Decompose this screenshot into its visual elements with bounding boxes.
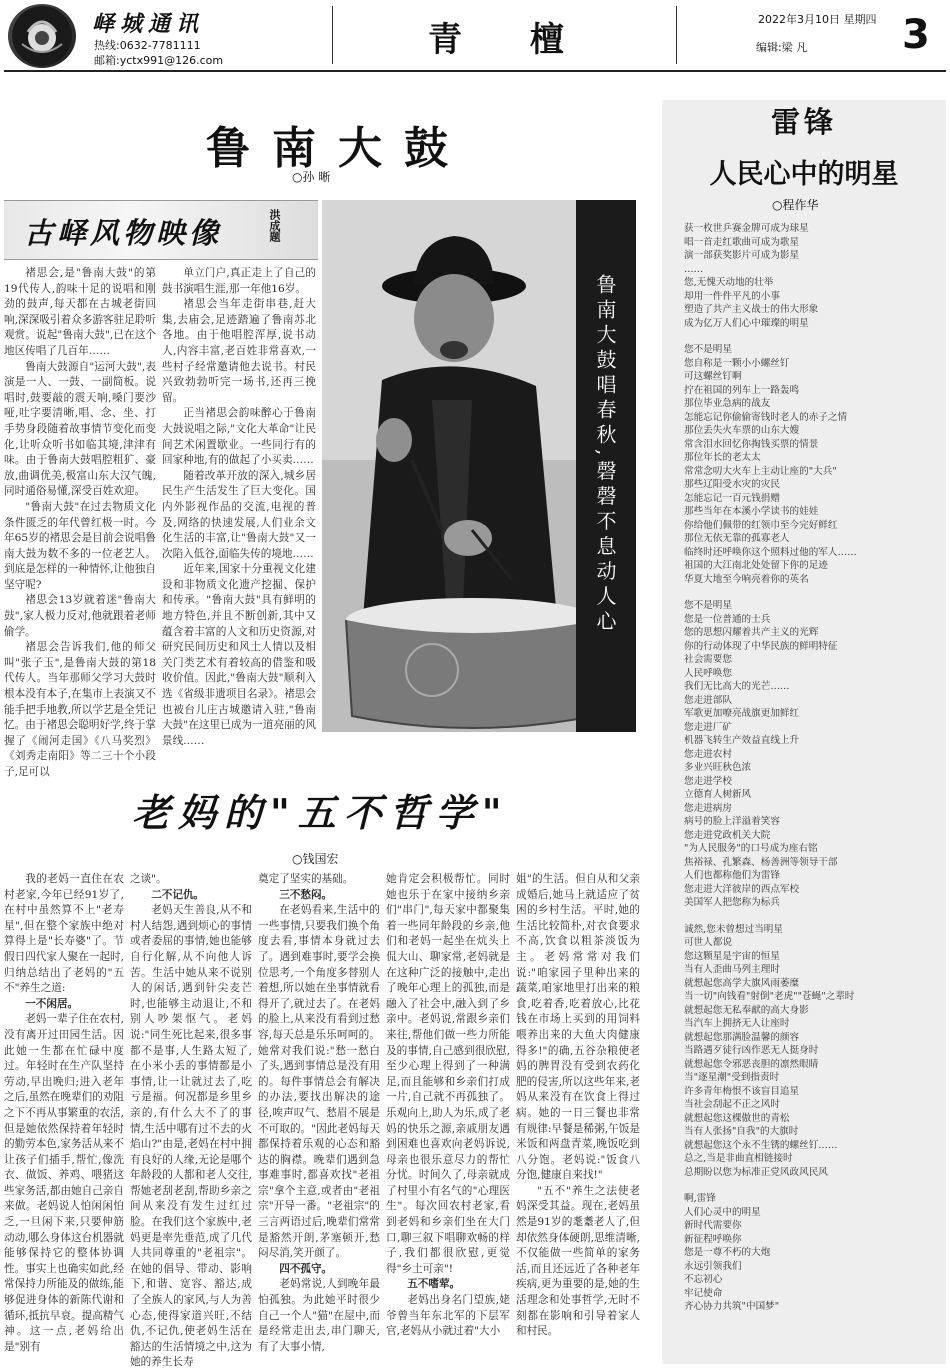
poem-line: 病号的脸上洋溢着笑容 [684, 816, 780, 827]
paragraph: "五不"养生之法使老妈深受其益。现在,老妈虽然是91岁的耄耋老人了,但却依然身体硬朗,思维清晰,不仅能做一些简单的家务活,而且还远近了各种老年疾病,更为重要的是,她的生活理念和处事哲学,无时不刻都在影响和引导着家人和村民。 [516, 1184, 640, 1338]
column-banner [4, 200, 318, 260]
section-title: 青 檀 [428, 20, 592, 60]
paragraph: 老妈一辈子住在农村,没有离开过田园生活。因此她一生都在忙碌中度过。年轻时在生产队坚持劳动,早出晚归;进入老年之后,虽然在晚辈们的劝阻之下不再从事繁重的农活,但是她依然保持着年轻时的勤劳本色,家务活从来不让孩子们插手,帮忙,像洗衣、做饭、养鸡、喂猪这些家务活,都由她自己亲自来做。老妈说人怕闲闲怕乏,一旦闲下来,只要伸筋动动,哪么身体这台机器就能够保持它的整体协调性。事实上也确实如此,经常保持力所能及的做练,能够促进身体的新陈代谢和循环,抵抗早衰。提高精气神。这一点,老妈给出是"别有 [4, 1013, 124, 1353]
poem-line: 您走进学校 [684, 775, 732, 787]
poem-line: 当一切"向钱看"射倒"老虎""苍蝇"之辈时 [684, 991, 855, 1002]
poem-line: 您自称是一颗小小螺丝钉 [684, 357, 790, 369]
poem-line: 那位无依无靠的孤寡老人 [684, 533, 790, 544]
section-heading: 二不记仇。 [151, 888, 205, 901]
paragraph: 老妈出身名门望族,姥爷曾当年东北军的下层军官,老妈从小就过着"大小 [386, 1294, 510, 1338]
poem-line: 您走进党政机关大院 [684, 829, 771, 841]
poem-line: 您是一尊不朽的大炮 [684, 1247, 771, 1258]
header-rule [4, 70, 946, 72]
poem-line: 就想起您令邪恶丧胆的凛然眼睛 [684, 1058, 819, 1070]
poem-line: 牢记使命 [684, 1287, 723, 1299]
poem-line: 人们心灵中的明星 [684, 1206, 761, 1218]
poem-line: 那些当年在本溪小学读书的娃娃 [684, 506, 819, 517]
article2-column-3 [258, 872, 380, 1364]
poem-line: 那位年长的老太太 [684, 452, 761, 463]
poem-line: 您这颗星是宇宙的恒星 [684, 950, 780, 962]
section-heading: 三不愁闷。 [279, 888, 333, 901]
poem-line: 成为亿万人们心中璀璨的明星 [684, 317, 809, 329]
poem-line: 许多青年梅恨不该盲目追星 [684, 1085, 800, 1097]
poem-byline: ○程作华 [772, 198, 819, 212]
poem-line: 焦裕禄、孔繁森、杨善洲等领导干部 [684, 856, 838, 868]
photo-caption: 鲁南大鼓唱春秋,磬磬不息动人心 [593, 274, 617, 636]
poem-line: 您,无愧天动地的壮举 [684, 277, 774, 288]
poem-body [684, 222, 942, 1362]
page-number: 3 [902, 12, 930, 58]
page-editor: 编辑:梁 凡 [756, 41, 808, 54]
paragraph: "鲁南大鼓"在过去物质文化条件匮乏的年代曾红极一时。今年65岁的褚思会是目前会说唱鲁南大鼓为数不多的一位老艺人。到底是怎样的一种情怀,让他独自坚守呢? [4, 500, 156, 591]
paragraph: 在老妈看来,生活中的一些事情,只要我们换个角度去看,事情本身就过去了。遇到难事时,要学会换位思考,一个角度多替别人着想,所以她在坐事情就看得开了,就过去了。在老妈的脸上,从来没有看到过愁容,每天总是乐乐呵呵的。她常对我们说:"愁一愁白了头,遇到事情总是没有用的。每件事情总会有解决的办法,要找出解决的途径,唉声叹气、愁眉不展是不可取的。"因此老妈每天都保持着乐观的心态和豁达的胸襟。晚辈们遇到急事难事时,都喜欢找"老祖宗"拿个主意,或者由"老祖宗"开导一番。"老祖宗"的三言两语过后,晚辈们常常是豁然开朗,茅塞顿开,愁闷尽消,笑开颜了。 [258, 904, 380, 1260]
poem-line: 啊,雷锋 [684, 1193, 716, 1204]
poem-line: 齐心协力共筑"中国梦" [684, 1301, 780, 1312]
poem-line: 美国军人把您称为标兵 [684, 897, 780, 908]
banner-title: 古峄风物映像 [24, 216, 223, 250]
section-heading: 四不孤守。 [279, 1262, 333, 1275]
poem-line: 当"逐星潮"受到指责时 [684, 1072, 780, 1083]
poem-sidebar [662, 100, 946, 1364]
paragraph: 我的老妈一直住在农村老家,今年已经91岁了,在村中虽然算不上"老寿星",但在整个家族中绝对算得上是"长寿婆"了。节假日四代家人聚在一起时,归纳总结出了老妈的"五不"养生之道: [4, 873, 124, 995]
poem-line: 当汽车上拥挤无人让座时 [684, 1018, 790, 1029]
poem-line: 您走进部队 [684, 694, 732, 706]
poem-line: 新征程呼唤你 [684, 1233, 742, 1245]
poem-line: 拧在祖国的列车上一路轰鸣 [684, 384, 800, 396]
poem-title-line2: 人民心中的明星 [709, 159, 899, 190]
banner-stamp: 洪成题 [268, 209, 281, 242]
paragraph: 褚思会告诉我们,他的师父叫"张子玉",是鲁南大鼓的第18代传人。当年那师父学习大鼓时根本没有本子,在集市上表演又不能手把手地教,所以学艺是全凭记忆。由于褚思会聪明好学,终于掌握了《闹河走国》《八马奖烈》《刘秀走南阳》等二三十个小段子,足可以 [4, 641, 156, 778]
paragraph: 近年来,国家十分重视文化建设和非物质文化遗产挖掘、保护和传承。"鲁南大鼓"具有鲜明的地方特色,并且不断创新,其中又蕴含着丰富的人文和历史资源,对研究民间历史和风土人情以及相关门类艺术有着较高的借鉴和吸收价值。因此,"鲁南大鼓"顺利入选《省级非遗项目名录》。褚思会也被台儿庄古城邀请入驻,"鲁南大鼓"在这里已成为一道亮丽的风景线…… [162, 563, 316, 747]
paragraph: 褚思会当年走街串巷,赶大集,去庙会,足迹踏遍了鲁南苏北各地。由于他唱腔浑厚,说书动人,内容丰富,老百姓非常喜欢,一些村子经常邀请他去说书。村民兴致勃勃听完一场书,还再三挽留。 [162, 298, 316, 404]
poem-line: 就想起您这个永不生锈的螺丝钉…… [684, 1139, 838, 1151]
masthead-hotline: 热线:0632-7781111 [94, 39, 201, 52]
poem-line: 那位丢失火车票的山东大嫂 [684, 425, 800, 436]
poem-line: 您是一位普通的士兵 [684, 613, 771, 625]
paragraph: 鲁南大鼓源自"运河大鼓",表演是一人、一鼓、一副简板。说唱时,鼓要敲的震天响,嗓门要沙哑,吐字要清晰,唱、念、坐、打手势身段随着故事情节变化而变化,让听众听书如临其境,津津有味。由于鲁南大鼓唱腔粗犷、豪放,曲调优美,极富山东大汉气魄,同时通俗易懂,深受百姓欢迎。 [4, 360, 156, 498]
stanza-gap [684, 1314, 942, 1327]
poem-line: 可这螺丝钉啊 [684, 371, 742, 382]
paragraph: 奠定了坚实的基础。 [258, 873, 354, 885]
paragraph: 她肯定会积极帮忙。同时她也乐于在家中接纳乡亲们"串门",每天家中都聚集着一些同年龄段的乡亲,他们和老妈一起坐在炕头上侃大山、聊家常,老妈就是在这种广泛的接触中,走出了晚年心理上的孤独,而是融入了社会中,融入到了乡亲中。老妈说,常跟乡亲们来往,帮他们做一些力所能及的事情,自己感到很欣慰,至少心理上得到了一种满足,而且能够和乡亲们打成一片,自己就不再孤独了。乐观向上,助人为乐,成了老妈的快乐之源,亲戚朋友遇到困难也喜欢向老妈诉说,母亲也很乐意尽力的帮忙分忧。时间久了,母亲就成了村里小有名气的"心理医生"。每次回农村老家,看到老妈和乡亲们坐在大门口,聊三叙下唱聊欢畅的样子,我们都很欣慰,更觉得"乡土可亲"! [386, 873, 510, 1275]
poem-line: 就想起您那满脸温馨的颜容 [684, 1031, 800, 1043]
article1-column-2 [162, 266, 316, 766]
stanza-gap [684, 586, 942, 599]
paragraph: 褚思会,是"鲁南大鼓"的第19代传人,韵味十足的说唱和刚劲的鼓声,每天都在古城老街回响,深深吸引着众多游客驻足聆听观赏。说起"鲁南大鼓",已在这个地区传唱了几百年…… [4, 267, 156, 357]
poem-line: 您走进厂矿 [684, 721, 732, 733]
article2-title: 老妈的"五不哲学" [132, 790, 510, 835]
poem-line: 获一枚世乒赛金牌可成为球星 [684, 223, 809, 234]
header-divider [676, 6, 677, 64]
header-divider [332, 6, 333, 64]
poem-line: 那位毕业急病的战友 [684, 398, 771, 409]
paragraph: 随着改革开放的深入,城乡居民生产生活发生了巨大变化。国内外影视作品的交流,电视的普及,网络的快速发展,人们业余文化生活的丰富,让"鲁南大鼓"又一次陷入低谷,面临失传的境地…… [162, 469, 316, 560]
poem-line: 不忘初心 [684, 1274, 723, 1285]
poem-line: 你的行动体现了中华民族的鲜明特征 [684, 640, 838, 652]
poem-line: 当有人歪曲马列主理时 [684, 964, 780, 975]
article2-column-2 [130, 872, 252, 1369]
masthead-name: 峄城通讯 [92, 11, 205, 37]
paragraph: 姐"的生活。但自从和父亲成婚后,她马上就适应了贫困的乡村生活。平时,她的生活比较简朴,对衣食要求不高,饮食以粗茶淡饭为主。老妈常常对我们说:"咱家园子里种出来的蔬菜,咱家地里打出来的粮食,吃着香,吃着放心,比花钱在市场上买到的用饲料喂养出来的大鱼大肉健康得多!"的确,五谷杂粮使老妈的脾胃没有受到农药化肥的侵害,所以这些年来,老妈从来没有在饮食上得过病。她的一日三餐也非常有规律:早餐是稀粥,午饭是米饭和两盘青菜,晚饭吃到八分饱。老妈说:"饭食八分饱,健康自来找!" [516, 873, 640, 1182]
poem-line: 诚然,您未曾想过当明星 [684, 923, 783, 935]
poem-line: 我们无比高大的光芒…… [684, 681, 790, 692]
issue-date: 2022年3月10日 星期四 [758, 13, 877, 26]
poem-line: 怎能忘记一百元钱捐赠 [684, 492, 780, 504]
poem-line: 临终时还呼唤你这个照料过他的军人…… [684, 546, 857, 558]
article2-byline: ○钱国宏 [292, 852, 339, 866]
poem-line: 可世人都说 [684, 937, 732, 948]
poem-line: 新时代需要你 [684, 1220, 742, 1231]
paragraph: 老妈常说,人到晚年最怕孤独。为此她平时很少自己一个人"猫"在屋中,而是经常走出去,串门聊天,有了大事小情, [258, 1278, 380, 1353]
poem-line: 就想起您这棵傲世的青松 [684, 1112, 790, 1124]
poem-line: 华夏大地至今响亮着你的英名 [684, 573, 809, 585]
article1-column-1 [4, 266, 156, 778]
article1-byline: ○孙 晰 [292, 170, 331, 184]
poem-line: 常常念叨大火车上主动让座的"大兵" [684, 465, 837, 477]
poem-line: 唱一首走红歌曲可成为歌星 [684, 236, 800, 248]
article1-title: 鲁南大鼓 [206, 123, 470, 174]
poem-line: 您不是明星 [684, 344, 732, 355]
poem-line: 机器飞转生产效益直线上升 [684, 735, 800, 746]
poem-line: 怎能忘记你偷偷寄钱时老人的赤子之情 [684, 411, 848, 423]
poem-line: 当社会刮起不正之风时 [684, 1099, 780, 1110]
poem-line: 您走进大洋彼岸的西点军校 [684, 883, 800, 895]
poem-line: 就想起您高学大旗风雨萎糜 [684, 977, 800, 989]
section-heading: 一不闲居。 [25, 997, 79, 1010]
article2-column-5 [516, 872, 640, 1364]
poem-line: 您走进农村 [684, 748, 732, 760]
poem-line: 就想起您无私奉献的高大身影 [684, 1004, 809, 1016]
paragraph: 褚思会13岁就着迷"鲁南大鼓",家人极力反对,他就跟着老师偷学。 [4, 594, 156, 638]
poem-line: 塑造了共产主义战士的伟大形象 [684, 304, 819, 315]
masthead-logo [8, 4, 76, 68]
poem-line: 您不是明星 [684, 600, 732, 611]
poem-title-line1: 雷锋 [770, 105, 837, 139]
poem-line: 人们也都称他们为雷锋 [684, 870, 780, 881]
poem-line: 社会需要您 [684, 654, 732, 665]
paragraph: 单立门户,真正走上了自己的鼓书演唱生涯,那一年他16岁。 [162, 267, 316, 295]
section-heading: 五不嗜荤。 [407, 1278, 461, 1291]
poem-line: 那些辽阳受水灾的灾民 [684, 479, 780, 490]
paragraph: 老妈天生善良,从不和村人结怨,遇到烦心的事情或者委屈的事情,她也能够自行化解,从不向他人诉苦。生活中她从来不说别人的闲话,遇到针尖麦芒时,也能够主动退让,不和别人吵架怄气。老妈说:"同生死比起来,很多事都不是事,人生路太短了,在小米小丢的事情都是小事情,让一让就过去了,吃亏是福。何况都是乡里乡亲的,有什么大不了的事情,生活中哪有过不去的火焰山?"由是,老妈在村中拥有良好的人缘,无论是哪个年龄段的人都和老人交往,帮她老刮老刮,帮助乡亲之间从来没有发生过红过脸。在我们这个家族中,老妈更是率先垂范,成了几代人共同尊重的"老祖宗"。在她的倡导、带动、影响下,和谐、宽容、豁达,成了全族人的家风,与人为善心态,使得家道兴旺,不结仇,不记仇,使老妈生活在豁达的生活情境之中,这为她的养生长寿 [130, 904, 252, 1369]
poem-line: …… [684, 263, 704, 275]
poem-line: 立德育人树新风 [684, 789, 752, 800]
poem-line: 总之,当是非曲直相链接时 [684, 1153, 793, 1164]
paragraph: 之谈"。 [130, 873, 167, 885]
poem-line: 你给他们佩带的红领巾至今完好鲜红 [684, 519, 838, 531]
poem-line: 演一部获奖影片可成为影星 [684, 250, 800, 261]
paragraph: 正当褚思会韵味醉心于鲁南大鼓说唱之际,"文化大革命"让民间艺术闲置歇业。一些同行有的回家种地,有的做起了小买卖…… [162, 407, 316, 467]
poem-line: 却用一件件平凡的小事 [684, 290, 780, 302]
poem-line: 人民呼唤您 [684, 667, 732, 679]
poem-line: 多业兴旺秋色浓 [684, 762, 752, 773]
poem-line: 您的思想闪耀着共产主义的光辉 [684, 627, 819, 638]
article2-column-1 [4, 872, 124, 1364]
poem-line: 当路遇歹徒行凶作恶无人挺身时 [684, 1045, 819, 1056]
stanza-gap [684, 1179, 942, 1192]
performer-photo [322, 200, 636, 732]
article2-column-4 [386, 872, 510, 1364]
poem-line: 常含泪水回忆你掏钱买票的情景 [684, 438, 819, 450]
poem-line: 祖国的大江南北处处留下你的足迹 [684, 560, 828, 571]
poem-line: "为人民服务"的口号成为座右铭 [684, 843, 818, 854]
poem-line: 总期盼以您为标准正党风政风民风 [684, 1166, 828, 1178]
masthead-email: 邮箱:yctx991@126.com [94, 54, 224, 67]
stanza-gap [684, 330, 942, 343]
stanza-gap [684, 910, 942, 923]
poem-line: 军歌更加嘹亮战旗更加鲜红 [684, 708, 800, 719]
poem-line: 永远引领我们 [684, 1260, 742, 1272]
poem-line: 当有人张扬"自我"的大旗时 [684, 1126, 799, 1137]
poem-line: 您走进病房 [684, 802, 732, 814]
